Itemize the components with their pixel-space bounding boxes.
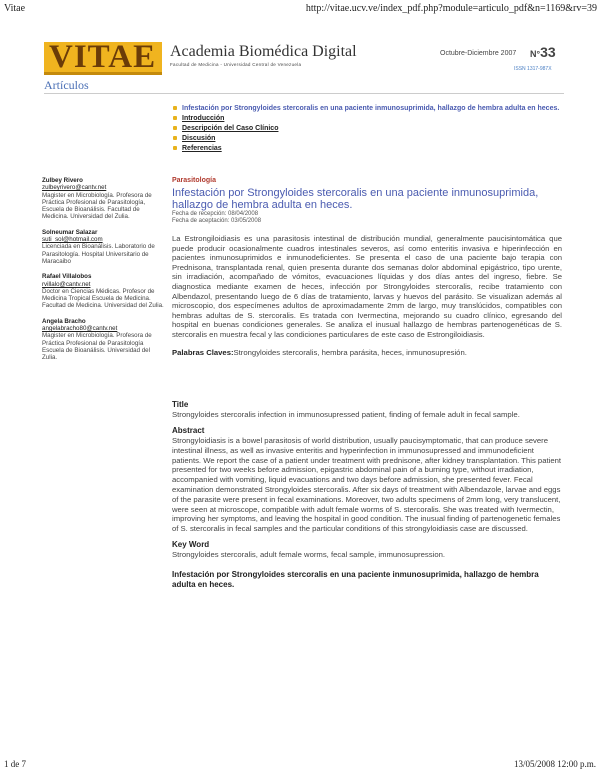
article-title-repeat: Infestación por Strongyloides stercoralis en una paciente inmunosuprimida, hallazgo de hembra adulta en heces. (172, 569, 539, 589)
article-category: Parasitología (172, 177, 216, 184)
author-card (42, 177, 164, 221)
issn: ISSN 1317-987X (514, 66, 552, 72)
toc-link[interactable]: Descripción del Caso Clínico (182, 125, 279, 132)
issue-dates: Octubre-Diciembre 2007 (440, 50, 517, 57)
author-name: Solneumar Salazar (42, 228, 98, 236)
author-name: Zulbey Rivero (42, 177, 83, 184)
vitae-logo (44, 39, 162, 75)
toc-link[interactable]: Referencias (182, 145, 222, 152)
abstract-english: Strongyloidiasis is a bowel parasitosis of world distribution, usually paucisymptomatic, that can produce severe intestinal illness, as well as invasive enteritis and hyperinfection in immunosupressed and immunodeficient patients. We report the case of a patient under treatment with prednisone, after kidney transplantation. This patient presented for two weeks before admission, epigastric abdominal pain of a burning type, without irradiation, accompanied with vomiting, liquid evacuations and two days before admission, she presented fever. Fecal examination demonstrated Strongyloides stercoralis. After six days of treatment with Albendazole, larvae and eggs of the parasite were present in fecal examinations. Moreover, two adults specimens of 2mm long, very translucent, were seen at microscope, compatible with adult female worms of S. stercoralis. She was treated with Ivermectin, improving her symptoms, and leaving the hospital in good condition. The inusual finding of partenogenetic females of S. stercoralis in fecal samples and the particular conditions of this strongyloidiasis case are discussed. (172, 435, 562, 534)
toc-title-text[interactable]: Infestación por Strongyloides stercoralis en una paciente inmunosuprimida, hallazgo de hembra adulta en heces. (182, 105, 560, 112)
issue-number (530, 44, 556, 60)
abstract-spanish: La Estrongiloidiasis es una parasitosis intestinal de distribución mundial, generalmente paucisintomática que puede producir ocasionalmente cuadros intestinales severos, así como enteritis invasiva e hiperinfección en pacientes inmunosuprimidos e inmunodeficientes. Se presenta el caso de una paciente bajo terapia con Prednisona, transplantada renal, quien presenta durante dos semanas dolor abdominal epigástrico, tipo urente, sin irradiación, acompañado de vómitos, evacuaciones líquidas y dos días antes del ingreso, fiebre. Se diagnostica mediante examen de heces, infección por Strongyloides stercoralis, recibe tratamiento con Albendazol, presentando luego de 6 días de tratamiento, larvas y huevos del parásito. Se visualizan además al microscopio, dos especímenes adultos de aproximadamente 2mm de largo, muy translúcidos, compatibles con hembras adultas de S. stercoralis. Es tratada con Ivermectina, mejorando su cuadro clínico, egresando del hospital en buenas condiciones generales. Se analiza el inusual hallazgo de hembras partenogenéticas de S. stercoralis en muestra fecal y las condiciones particulares de este caso de Estrongiloidiasis. (172, 234, 562, 339)
author-card (42, 229, 164, 265)
author-affiliation: Licenciada en Bioanálisis. Laboratorio de Parasitología. Hospital Universitario de Maracaibo (42, 243, 155, 265)
toc-item-referencias[interactable] (172, 144, 562, 153)
issue-number-value: 33 (540, 44, 556, 60)
toc-item-introduccion[interactable] (172, 114, 562, 123)
abstract-heading: Abstract (172, 425, 205, 435)
toc-item-descripcion[interactable] (172, 124, 562, 133)
english-keywords-block (172, 540, 562, 560)
english-abstract-block (172, 426, 562, 534)
browser-title: Vitae (4, 3, 26, 14)
toc-link[interactable]: Introducción (182, 115, 225, 122)
english-title: Strongyloides stercoralis infection in immunosupressed patient, finding of female adult in fecal sample. (172, 410, 520, 420)
received-date: Fecha de recepción: 08/04/2008 (172, 211, 259, 217)
accepted-date: Fecha de aceptación: 03/05/2008 (172, 218, 262, 224)
logo-text: VITAE (49, 39, 157, 75)
bullet-icon (173, 146, 177, 150)
bullet-icon (173, 116, 177, 120)
page-indicator: 1 de 7 (4, 759, 26, 769)
author-affiliation: Doctor en Ciencias Médicas. Profesor de Medicina Tropical Escuela de Medicina. Facultad de Medicina. Universidad del Zulia. (42, 287, 164, 310)
header-divider (44, 93, 564, 94)
article-body (172, 176, 562, 590)
author-email-link[interactable]: suti_sol@hotmail.com (42, 236, 103, 244)
toc-item-discusion[interactable] (172, 134, 562, 143)
issue-label: N° (530, 49, 541, 59)
author-name: Rafael Villalobos (42, 273, 92, 281)
keywords-english: Strongyloides stercoralis, adult female worms, fecal sample, immunosupression. (172, 549, 446, 559)
author-card (42, 318, 164, 362)
author-email-link[interactable]: rvillalo@cantv.net (42, 280, 91, 288)
bullet-icon (173, 136, 177, 140)
author-name: Angela Bracho (42, 317, 86, 325)
keywords-value: Strongyloides stercoralis, hembra parásita, heces, inmunosupresión. (233, 347, 467, 357)
brand-name: Academia Biomédica Digital (170, 43, 357, 60)
author-card (42, 273, 164, 309)
author-affiliation: Magister en Microbiología. Profesora de Práctica Profesional de Parasitología, Escuela de Bioanálisis. Facultad de Medicina. Universidad del Zulia. (42, 191, 152, 221)
section-title: Artículos (44, 78, 89, 92)
keywords-spanish (172, 348, 562, 358)
toc-link[interactable]: Discusión (182, 135, 216, 142)
brand-subtitle: Facultad de Medicina - Universidad Central de Venezuela (170, 62, 302, 67)
author-email-link[interactable]: angelabracho80@cantv.net (42, 325, 118, 333)
article-title: Infestación por Strongyloides stercoralis en una paciente inmunosuprimida, hallazgo de hembra adulta en heces. (172, 187, 539, 211)
page-url: http://vitae.ucv.ve/index_pdf.php?module=articulo_pdf&n=1169&rv=39 (305, 3, 597, 14)
toc-title[interactable] (172, 104, 562, 113)
author-affiliation: Magister en Microbiología. Profesora de Práctica Profesional de Parasitología Escuela de Bioanálisis. Universidad del Zulia. (42, 332, 152, 362)
bullet-icon (173, 126, 177, 130)
keyword-heading: Key Word (172, 539, 210, 549)
bullet-icon (173, 106, 177, 110)
english-title-block (172, 400, 562, 420)
authors-column (42, 177, 164, 370)
print-date: 13/05/2008 12:00 p.m. (513, 759, 596, 769)
keywords-label: Palabras Claves: (172, 347, 234, 357)
author-email-link[interactable]: zulbeyrivero@cantv.net (42, 184, 107, 192)
title-heading: Title (172, 400, 189, 410)
table-of-contents (172, 104, 562, 154)
